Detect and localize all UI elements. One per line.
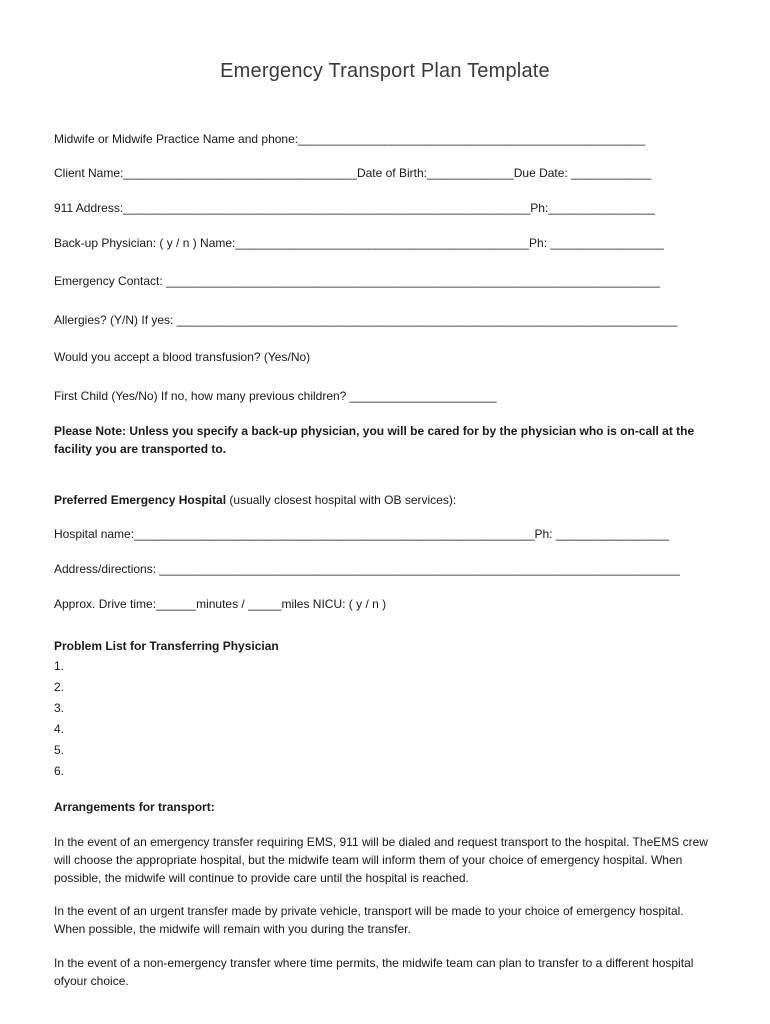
preferred-hospital-label: Preferred Emergency Hospital bbox=[54, 493, 227, 507]
hospital-name-field[interactable]: Hospital name:____________________________________________________________Ph: _________________ bbox=[54, 527, 670, 541]
arrangements-heading: Arrangements for transport: bbox=[54, 800, 215, 814]
drive-time-field[interactable]: Approx. Drive time:______minutes / _____miles NICU: ( y / n ) bbox=[54, 597, 387, 611]
emergency-contact-field[interactable]: Emergency Contact: __________________________________________________________________________ bbox=[54, 274, 660, 288]
problem-item[interactable]: 3. bbox=[54, 701, 65, 715]
arrangements-private-vehicle-paragraph: In the event of an urgent transfer made by private vehicle, transport will be made to your choice of emergency hospital. When possible, the midwife will remain with you during the transfer. bbox=[54, 904, 684, 936]
problem-list-heading: Problem List for Transferring Physician bbox=[54, 639, 279, 653]
client-field[interactable]: Client Name:___________________________________Date of Birth:_____________Due Date: ____________ bbox=[54, 166, 652, 180]
preferred-hospital-heading bbox=[54, 492, 456, 508]
problem-item[interactable]: 5. bbox=[54, 743, 65, 757]
arrangements-ems-paragraph: In the event of an emergency transfer requiring EMS, 911 will be dialed and request transport to the hospital. TheEMS crew will choose the appropriate hospital, but the midwife team will inform them of your choice of emergency hospital. When possible, the midwife will continue to provide care until the hospital is reached. bbox=[54, 835, 708, 885]
problem-item[interactable]: 6. bbox=[54, 764, 65, 778]
problem-item[interactable]: 4. bbox=[54, 722, 65, 736]
page-title: Emergency Transport Plan Template bbox=[220, 60, 550, 82]
arrangements-non-emergency-paragraph: In the event of a non-emergency transfer where time permits, the midwife team can plan to transfer to a different hospital ofyour choice. bbox=[54, 956, 694, 988]
preferred-hospital-subtext: (usually closest hospital with OB services): bbox=[226, 493, 457, 507]
transfusion-question[interactable]: Would you accept a blood transfusion? (Yes/No) bbox=[54, 350, 311, 364]
backup-note: Please Note: Unless you specify a back-up physician, you will be cared for by the physician who is on-call at the facility you are transported to. bbox=[54, 424, 695, 456]
address-911-field[interactable]: 911 Address:_____________________________________________________________Ph:________________ bbox=[54, 201, 656, 215]
midwife-field[interactable]: Midwife or Midwife Practice Name and phone:____________________________________________________ bbox=[54, 132, 646, 146]
problem-item[interactable]: 2. bbox=[54, 680, 65, 694]
hospital-address-field[interactable]: Address/directions: ______________________________________________________________________________ bbox=[54, 562, 680, 576]
backup-physician-field[interactable]: Back-up Physician: ( y / n ) Name:____________________________________________Ph: _________________ bbox=[54, 236, 664, 250]
problem-item[interactable]: 1. bbox=[54, 659, 65, 673]
first-child-field[interactable]: First Child (Yes/No) If no, how many previous children? ______________________ bbox=[54, 389, 497, 403]
allergies-field[interactable]: Allergies? (Y/N) If yes: ___________________________________________________________________________ bbox=[54, 313, 678, 327]
